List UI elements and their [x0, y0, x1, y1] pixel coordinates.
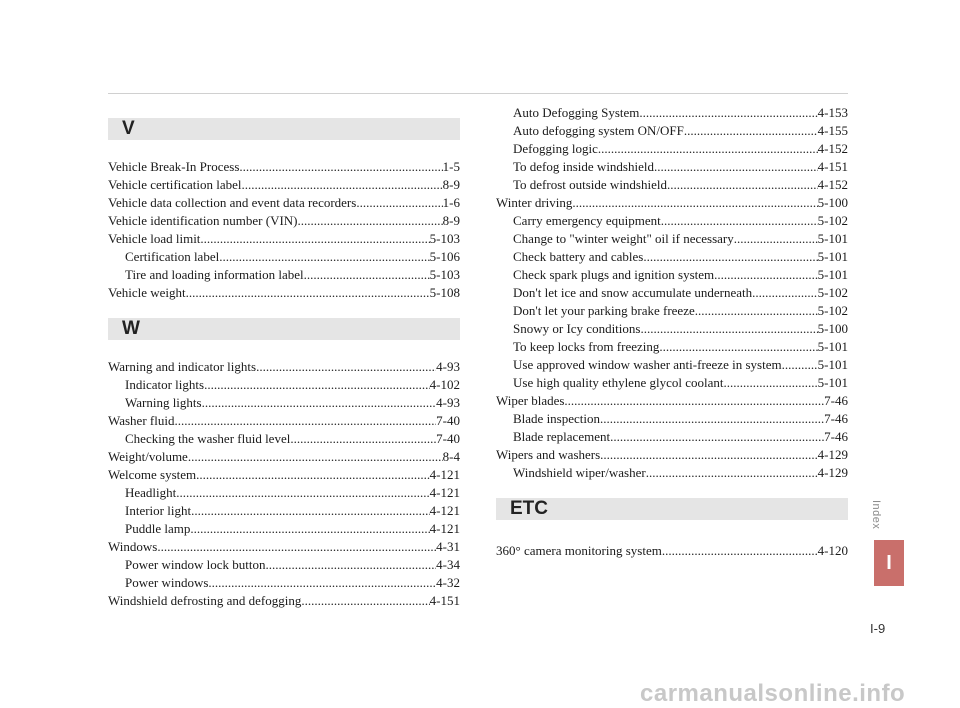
watermark: carmanualsonline.info [640, 680, 906, 707]
entry-label: Interior light [125, 503, 192, 518]
entry-label: Warning lights [125, 395, 202, 410]
dot-leader [640, 320, 817, 338]
entry-label: Snowy or Icy conditions [513, 321, 641, 336]
entry-label: Use high quality ethylene glycol coolant [513, 375, 724, 390]
entry-page-ref: 4-151 [817, 159, 848, 174]
dot-leader [256, 358, 436, 376]
dot-leader [190, 520, 429, 538]
index-entry[interactable] [108, 538, 460, 556]
index-entry[interactable] [496, 464, 848, 482]
entry-page-ref: 7-46 [824, 393, 848, 408]
entry-page-ref: 5-100 [817, 195, 848, 210]
dot-leader [186, 284, 430, 302]
dot-leader [196, 466, 430, 484]
entry-label: Vehicle weight [108, 285, 186, 300]
entry-page-ref: 4-152 [817, 177, 848, 192]
index-entry[interactable] [496, 356, 848, 374]
entry-label: Vehicle certification label [108, 177, 242, 192]
entry-label: To keep locks from freezing [513, 339, 660, 354]
entry-label: Change to "winter weight" oil if necessary [513, 231, 734, 246]
entry-page-ref: 5-101 [817, 339, 848, 354]
index-entry[interactable] [496, 176, 848, 194]
entry-label: Don't let your parking brake freeze [513, 303, 695, 318]
dot-leader [290, 430, 436, 448]
entry-page-ref: 5-101 [817, 267, 848, 282]
index-entry[interactable] [496, 446, 848, 464]
dot-leader [600, 446, 817, 464]
dot-leader [639, 104, 817, 122]
dot-leader [661, 212, 818, 230]
right-continued-list [496, 104, 848, 482]
section-v-list [108, 158, 460, 302]
dot-leader [734, 230, 818, 248]
entry-label: Windshield wiper/washer [513, 465, 646, 480]
entry-label: Auto defogging system ON/OFF [513, 123, 684, 138]
index-entry[interactable] [108, 176, 460, 194]
entry-page-ref: 8-9 [442, 177, 460, 192]
entry-label: To defog inside windshield [513, 159, 654, 174]
index-entry[interactable] [108, 520, 460, 538]
entry-label: Winter driving [496, 195, 573, 210]
index-entry[interactable] [108, 212, 460, 230]
entry-page-ref: 4-129 [817, 447, 848, 462]
index-entry[interactable] [496, 374, 848, 392]
index-column-right [496, 104, 848, 560]
index-entry[interactable] [108, 158, 460, 176]
index-entry[interactable] [108, 430, 460, 448]
dot-leader [646, 464, 818, 482]
entry-page-ref: 5-102 [817, 303, 848, 318]
entry-label: Wiper blades [496, 393, 565, 408]
entry-page-ref: 4-31 [436, 539, 460, 554]
entry-page-ref: 5-101 [817, 357, 848, 372]
dot-leader [654, 158, 818, 176]
index-entry[interactable] [108, 376, 460, 394]
index-entry[interactable] [108, 248, 460, 266]
entry-label: Use approved window washer anti-freeze in system [513, 357, 782, 372]
index-entry[interactable] [108, 502, 460, 520]
entry-page-ref: 4-152 [817, 141, 848, 156]
entry-label: Blade replacement [513, 429, 611, 444]
dot-leader [208, 574, 436, 592]
entry-label: Auto Defogging System [513, 105, 640, 120]
entry-label: Headlight [125, 485, 177, 500]
dot-leader [564, 392, 824, 410]
entry-label: Vehicle identification number (VIN) [108, 213, 298, 228]
entry-page-ref: 1-6 [442, 195, 460, 210]
entry-label: Weight/volume [108, 449, 188, 464]
entry-label: Defogging logic [513, 141, 598, 156]
dot-leader [662, 542, 818, 560]
index-entry[interactable] [108, 412, 460, 430]
entry-page-ref: 4-155 [817, 123, 848, 138]
dot-leader [174, 412, 436, 430]
dot-leader [356, 194, 442, 212]
dot-leader [714, 266, 818, 284]
entry-label: Windshield defrosting and defogging [108, 593, 302, 608]
chapter-tab: I [874, 540, 904, 586]
index-entry[interactable] [496, 140, 848, 158]
index-entry[interactable] [108, 484, 460, 502]
index-entry[interactable] [496, 338, 848, 356]
dot-leader [242, 176, 443, 194]
dot-leader [301, 592, 429, 610]
dot-leader [684, 122, 818, 140]
entry-page-ref: 5-108 [429, 285, 460, 300]
index-entry[interactable] [108, 448, 460, 466]
entry-page-ref: 4-32 [436, 575, 460, 590]
dot-leader [304, 266, 430, 284]
entry-page-ref: 4-93 [436, 359, 460, 374]
section-w-list [108, 358, 460, 610]
section-header-w: W [108, 318, 460, 340]
entry-label: Power window lock button [125, 557, 266, 572]
entry-label: Vehicle data collection and event data recorders [108, 195, 357, 210]
entry-page-ref: 8-9 [442, 213, 460, 228]
entry-page-ref: 5-101 [817, 231, 848, 246]
index-entry[interactable] [108, 284, 460, 302]
index-entry[interactable] [496, 122, 848, 140]
index-entry[interactable] [108, 556, 460, 574]
entry-page-ref: 5-102 [817, 213, 848, 228]
dot-leader [659, 338, 817, 356]
index-entry[interactable] [108, 466, 460, 484]
entry-label: Power windows [125, 575, 209, 590]
dot-leader [191, 502, 430, 520]
index-entry[interactable] [496, 194, 848, 212]
index-entry[interactable] [108, 394, 460, 412]
index-entry[interactable] [108, 230, 460, 248]
entry-label: Wipers and washers [496, 447, 601, 462]
section-header-v: V [108, 118, 460, 140]
entry-page-ref: 5-103 [429, 231, 460, 246]
entry-page-ref: 4-153 [817, 105, 848, 120]
entry-page-ref: 4-102 [429, 377, 460, 392]
entry-label: Vehicle load limit [108, 231, 201, 246]
dot-leader [752, 284, 818, 302]
entry-page-ref: 1-5 [442, 159, 460, 174]
entry-page-ref: 8-4 [442, 449, 460, 464]
entry-page-ref: 4-121 [429, 485, 460, 500]
index-entry[interactable] [496, 230, 848, 248]
entry-label: Windows [108, 539, 158, 554]
section-etc-list [496, 542, 848, 560]
entry-page-ref: 4-120 [817, 543, 848, 558]
index-entry[interactable] [496, 284, 848, 302]
index-entry[interactable] [496, 320, 848, 338]
entry-page-ref: 5-106 [429, 249, 460, 264]
entry-label: Washer fluid [108, 413, 175, 428]
dot-leader [188, 448, 443, 466]
index-entry[interactable] [496, 248, 848, 266]
section-header-etc: ETC [496, 498, 848, 520]
entry-label: Carry emergency equipment [513, 213, 661, 228]
top-rule [108, 93, 848, 94]
dot-leader [598, 140, 818, 158]
entry-page-ref: 7-40 [436, 431, 460, 446]
dot-leader [667, 176, 818, 194]
dot-leader [643, 248, 817, 266]
dot-leader [157, 538, 436, 556]
index-entry[interactable] [496, 266, 848, 284]
entry-label: Check spark plugs and ignition system [513, 267, 715, 282]
entry-page-ref: 4-121 [429, 503, 460, 518]
entry-label: Vehicle Break-In Process [108, 159, 240, 174]
dot-leader [610, 428, 824, 446]
entry-label: Warning and indicator lights [108, 359, 257, 374]
entry-page-ref: 7-46 [824, 429, 848, 444]
dot-leader [723, 374, 817, 392]
entry-page-ref: 4-93 [436, 395, 460, 410]
dot-leader [202, 394, 437, 412]
entry-page-ref: 5-100 [817, 321, 848, 336]
entry-page-ref: 4-129 [817, 465, 848, 480]
dot-leader [239, 158, 442, 176]
index-entry[interactable] [496, 302, 848, 320]
dot-leader [782, 356, 818, 374]
index-entry[interactable] [108, 358, 460, 376]
index-entry[interactable] [496, 428, 848, 446]
dot-leader [219, 248, 429, 266]
dot-leader [204, 376, 430, 394]
index-entry[interactable] [108, 266, 460, 284]
entry-label: 360° camera monitoring system [496, 543, 662, 558]
entry-page-ref: 5-102 [817, 285, 848, 300]
index-entry[interactable] [108, 574, 460, 592]
index-entry[interactable] [496, 212, 848, 230]
entry-page-ref: 5-101 [817, 249, 848, 264]
entry-label: To defrost outside windshield [513, 177, 667, 192]
dot-leader [176, 484, 429, 502]
side-index-label: Index [870, 500, 882, 530]
dot-leader [572, 194, 817, 212]
entry-page-ref: 5-103 [429, 267, 460, 282]
entry-label: Certification label [125, 249, 220, 264]
index-entry[interactable] [496, 542, 848, 560]
entry-label: Tire and loading information label [125, 267, 304, 282]
entry-label: Check battery and cables [513, 249, 644, 264]
index-entry[interactable] [496, 392, 848, 410]
entry-label: Welcome system [108, 467, 197, 482]
entry-page-ref: 7-40 [436, 413, 460, 428]
entry-label: Indicator lights [125, 377, 205, 392]
entry-page-ref: 5-101 [817, 375, 848, 390]
dot-leader [695, 302, 818, 320]
entry-page-ref: 4-121 [429, 467, 460, 482]
index-entry[interactable] [108, 194, 460, 212]
index-entry[interactable] [496, 158, 848, 176]
dot-leader [200, 230, 429, 248]
index-entry[interactable] [108, 592, 460, 610]
entry-label: Puddle lamp [125, 521, 191, 536]
entry-page-ref: 7-46 [824, 411, 848, 426]
entry-label: Checking the washer fluid level [125, 431, 291, 446]
index-column-left [108, 104, 460, 610]
entry-page-ref: 4-34 [436, 557, 460, 572]
entry-label: Blade inspection [513, 411, 601, 426]
page-number: I-9 [870, 621, 886, 636]
index-entry[interactable] [496, 104, 848, 122]
dot-leader [298, 212, 443, 230]
entry-label: Don't let ice and snow accumulate underneath [513, 285, 753, 300]
entry-page-ref: 4-121 [429, 521, 460, 536]
dot-leader [600, 410, 824, 428]
dot-leader [265, 556, 436, 574]
entry-page-ref: 4-151 [429, 593, 460, 608]
index-entry[interactable] [496, 410, 848, 428]
